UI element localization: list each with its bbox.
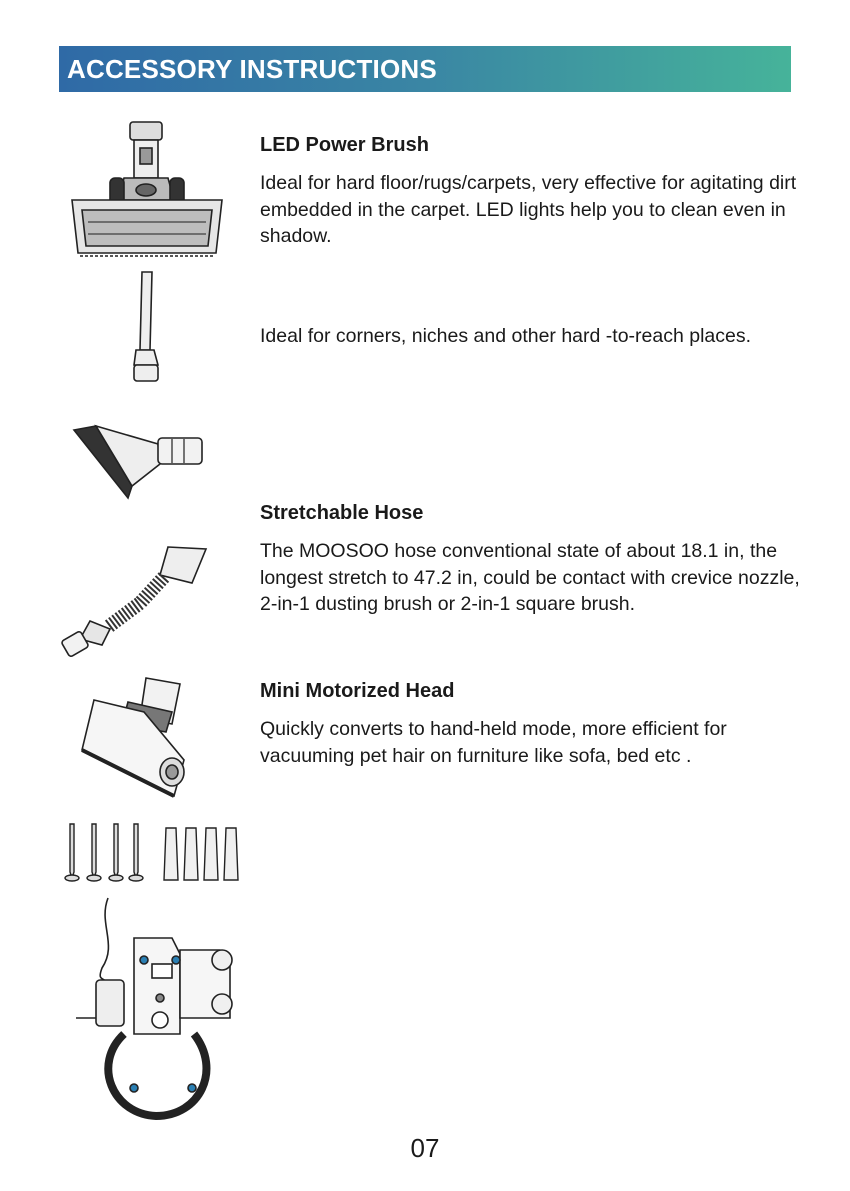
item-description-mini-motorized-head: Quickly converts to hand-held mode, more efficient for vacuuming pet hair on furniture like sofa, bed etc . (260, 718, 727, 767)
item-title-stretchable-hose: Stretchable Hose (260, 502, 424, 524)
led-power-brush-image (66, 118, 228, 263)
section-header (59, 46, 791, 92)
item-description-crevice-nozzle: Ideal for corners, niches and other hard -to-reach places. (260, 325, 752, 347)
item-title-mini-motorized-head: Mini Motorized Head (260, 680, 455, 702)
item-description-stretchable-hose: The MOOSOO hose conventional state of about 18.1 in, the longest stretch to 47.2 in, could be contact with crevice nozzle, 2-in-1 dusting brush or 2-in-1 square brush. (260, 540, 800, 615)
wall-mount-and-charger-image (72, 894, 244, 1126)
dusting-brush-image (72, 420, 208, 502)
mini-motorized-head-image (76, 672, 194, 802)
screws-and-anchors-image (62, 820, 248, 884)
crevice-nozzle-image (120, 270, 170, 385)
item-description-led-power-brush: Ideal for hard floor/rugs/carpets, very effective for agitating dirt embedded in the carpet. LED lights help you to clean even in shadow. (260, 172, 797, 247)
item-title-led-power-brush: LED Power Brush (260, 134, 429, 156)
page-title: ACCESSORY INSTRUCTIONS (67, 54, 437, 84)
stretchable-hose-image (60, 535, 215, 660)
page-number: 07 (410, 1133, 440, 1163)
